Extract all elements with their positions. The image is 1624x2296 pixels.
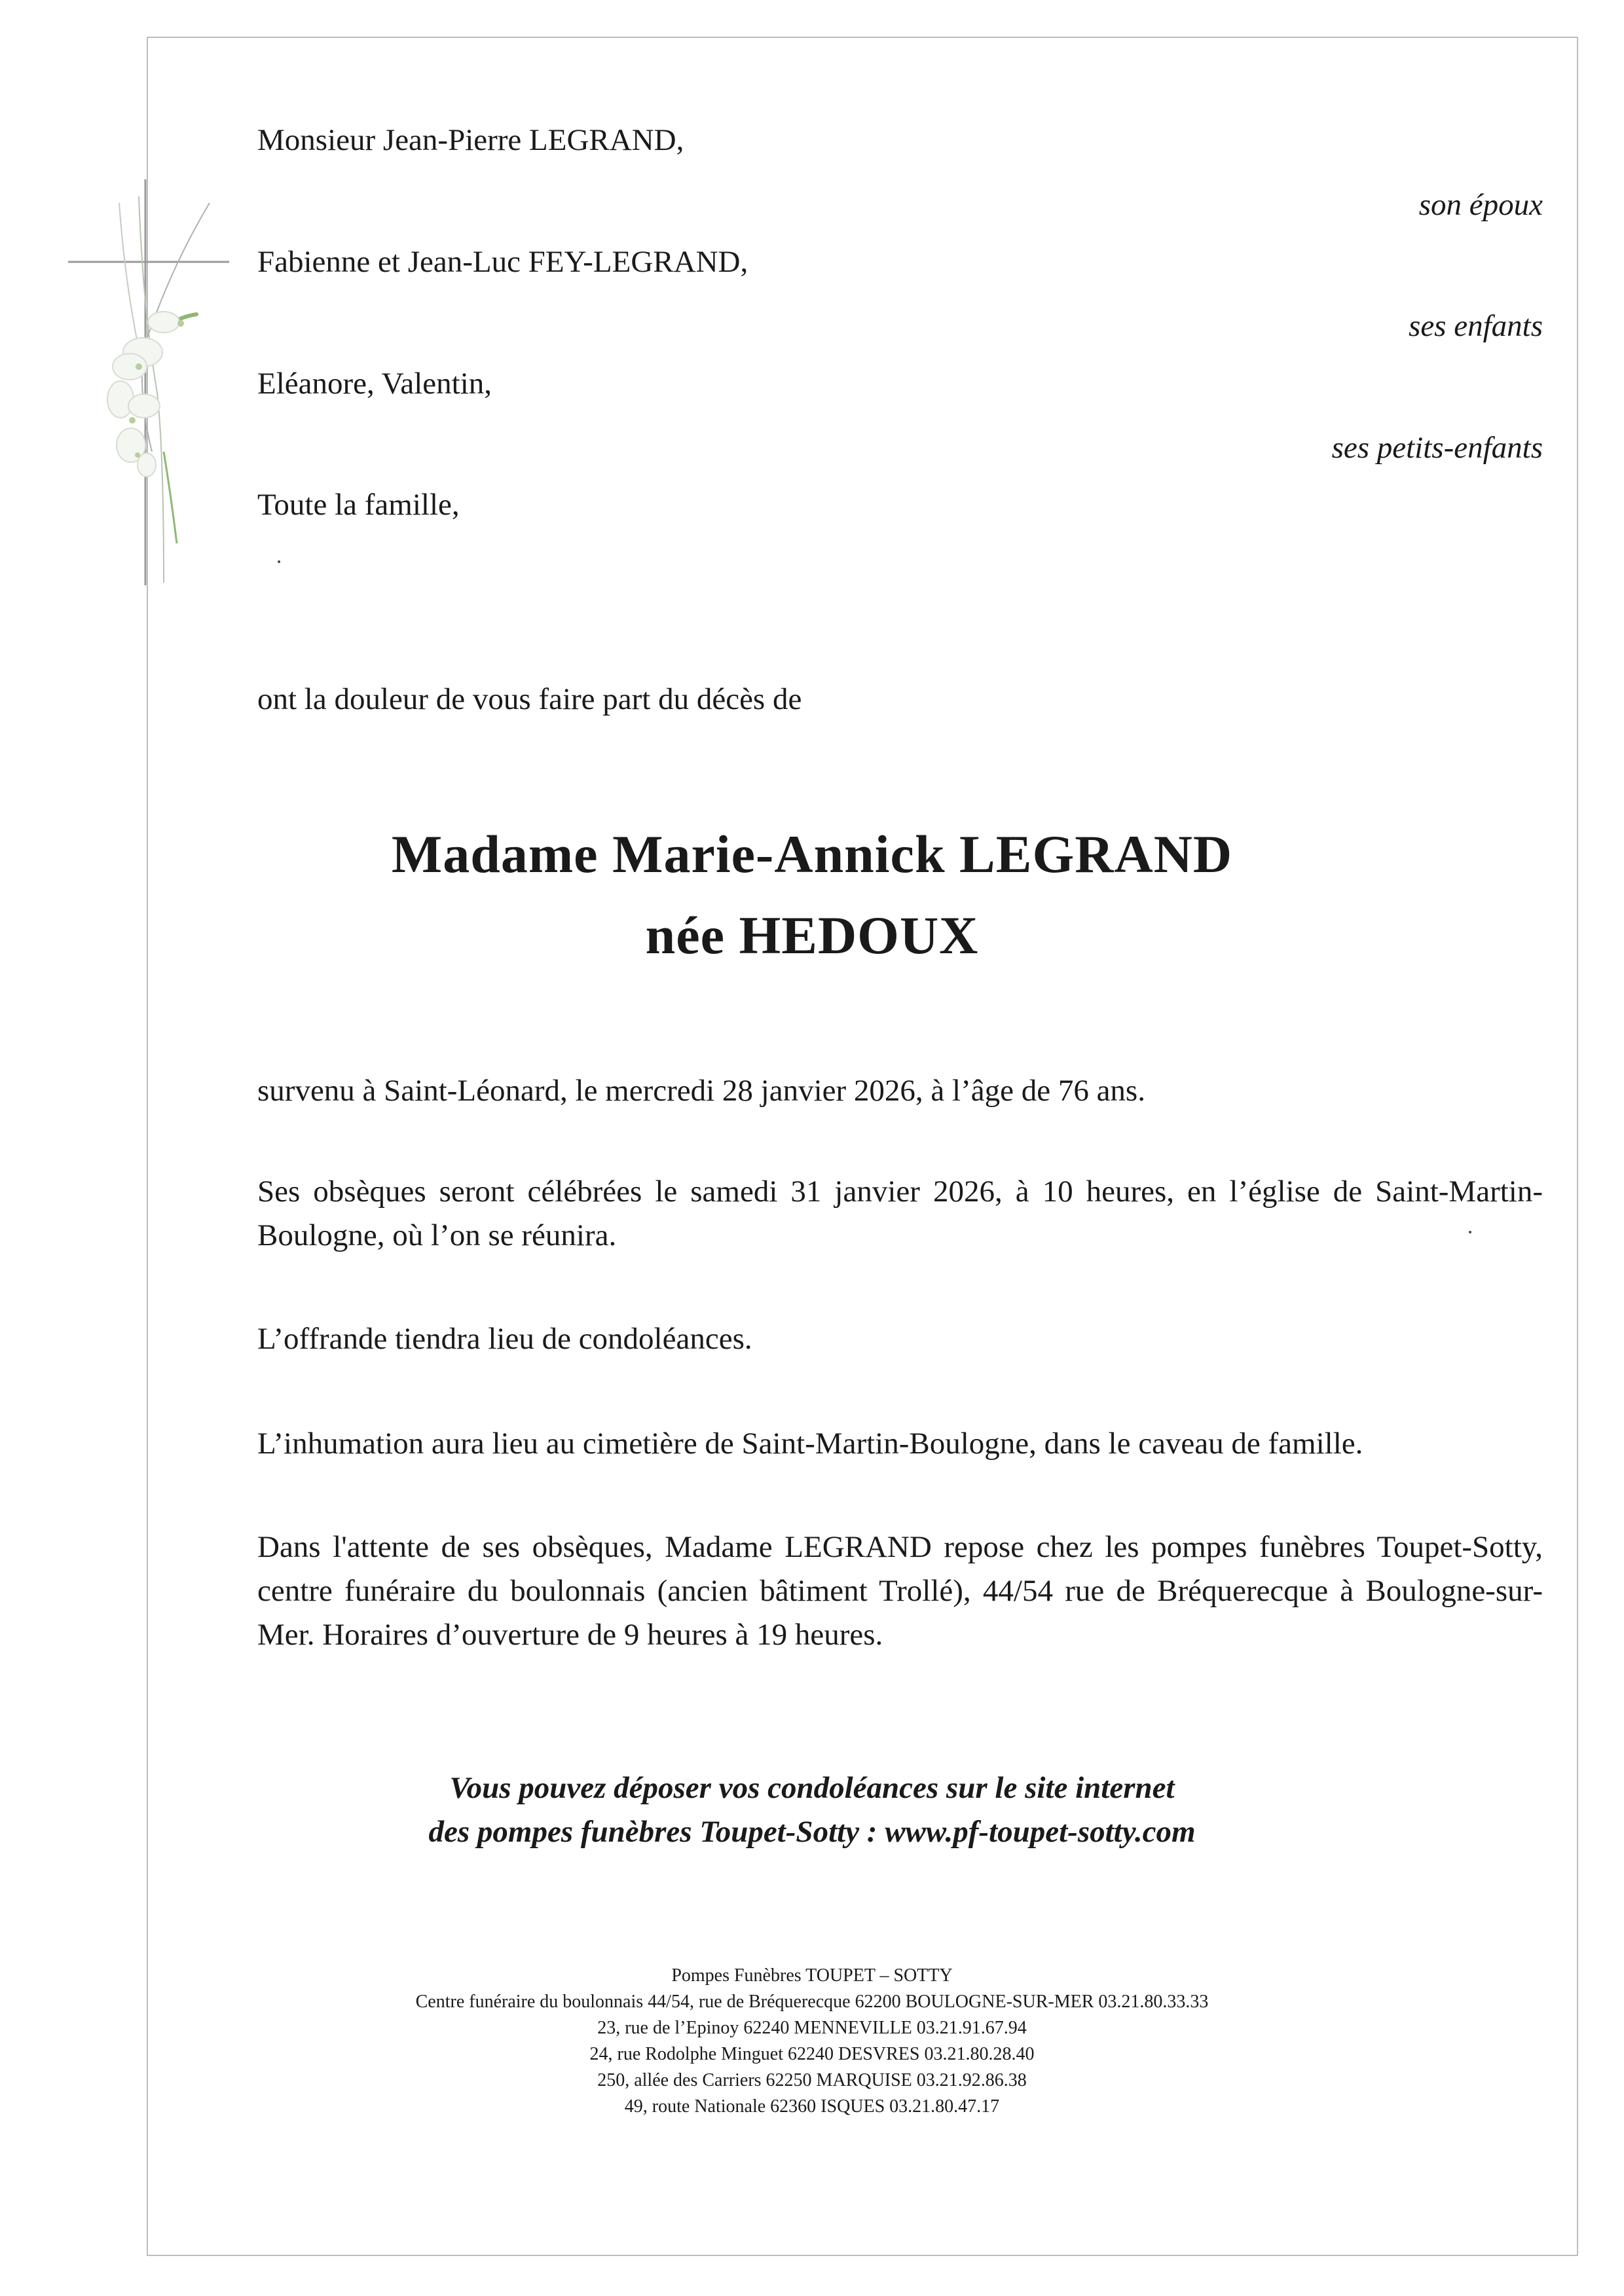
husband-name: Monsieur Jean-Pierre LEGRAND, — [257, 123, 684, 157]
footer-address: 24, rue Rodolphe Minguet 62240 DESVRES 03.21.80.28.40 — [589, 2044, 1035, 2064]
children-relation: ses enfants — [1409, 309, 1543, 343]
deceased-name: Madame Marie-Annick LEGRAND — [391, 824, 1233, 884]
scan-speck — [278, 560, 280, 563]
footer-address: 23, rue de l’Epinoy 62240 MENNEVILLE 03.21.91.67.94 — [597, 2018, 1027, 2038]
condolences-line-2: des pompes funèbres Toupet-Sotty : www.pf-toupet-sotty.com — [428, 1815, 1196, 1849]
footer-company: Pompes Funèbres TOUPET – SOTTY — [671, 1965, 953, 1986]
offering-paragraph: L’offrande tiendra lieu de condoléances. — [257, 1322, 752, 1356]
funeral-paragraph: Ses obsèques seront célébrées le samedi 31 janvier 2026, à 10 heures, en l’église de Saint-Martin-Boulogne, où l’on se réunira. — [257, 1175, 1543, 1252]
footer-address: Centre funéraire du boulonnais 44/54, rue de Bréquerecque 62200 BOULOGNE-SUR-MER 03.21.80.33.33 — [415, 1992, 1209, 2012]
rest-paragraph: Dans l'attente de ses obsèques, Madame LEGRAND repose chez les pompes funèbres Toupet-Sotty, centre funéraire du boulonnais (ancien bâtiment Trollé), 44/54 rue de Bréquerecque à Boulogne-sur-Mer. Horaires d’ouverture de 9 heures à 19 heures. — [257, 1530, 1543, 1652]
grandchildren-names: Eléanore, Valentin, — [257, 367, 492, 401]
deceased-maiden-name: née HEDOUX — [645, 905, 979, 965]
scan-speck — [1469, 1231, 1471, 1233]
family-line: Toute la famille, — [257, 488, 460, 522]
condolences-line-1: Vous pouvez déposer vos condoléances sur le site internet — [449, 1771, 1175, 1805]
burial-paragraph: L’inhumation aura lieu au cimetière de Saint-Martin-Boulogne, dans le caveau de famille. — [257, 1427, 1363, 1461]
children-names: Fabienne et Jean-Luc FEY-LEGRAND, — [257, 245, 748, 279]
husband-relation: son époux — [1418, 188, 1543, 222]
footer-address: 49, route Nationale 62360 ISQUES 03.21.80.47.17 — [624, 2096, 1000, 2117]
footer-address: 250, allée des Carriers 62250 MARQUISE 03.21.92.86.38 — [597, 2070, 1027, 2090]
grandchildren-relation: ses petits-enfants — [1331, 431, 1543, 465]
death-paragraph: survenu à Saint-Léonard, le mercredi 28 janvier 2026, à l’âge de 76 ans. — [257, 1074, 1145, 1108]
announcement: ont la douleur de vous faire part du décès de — [257, 682, 802, 716]
